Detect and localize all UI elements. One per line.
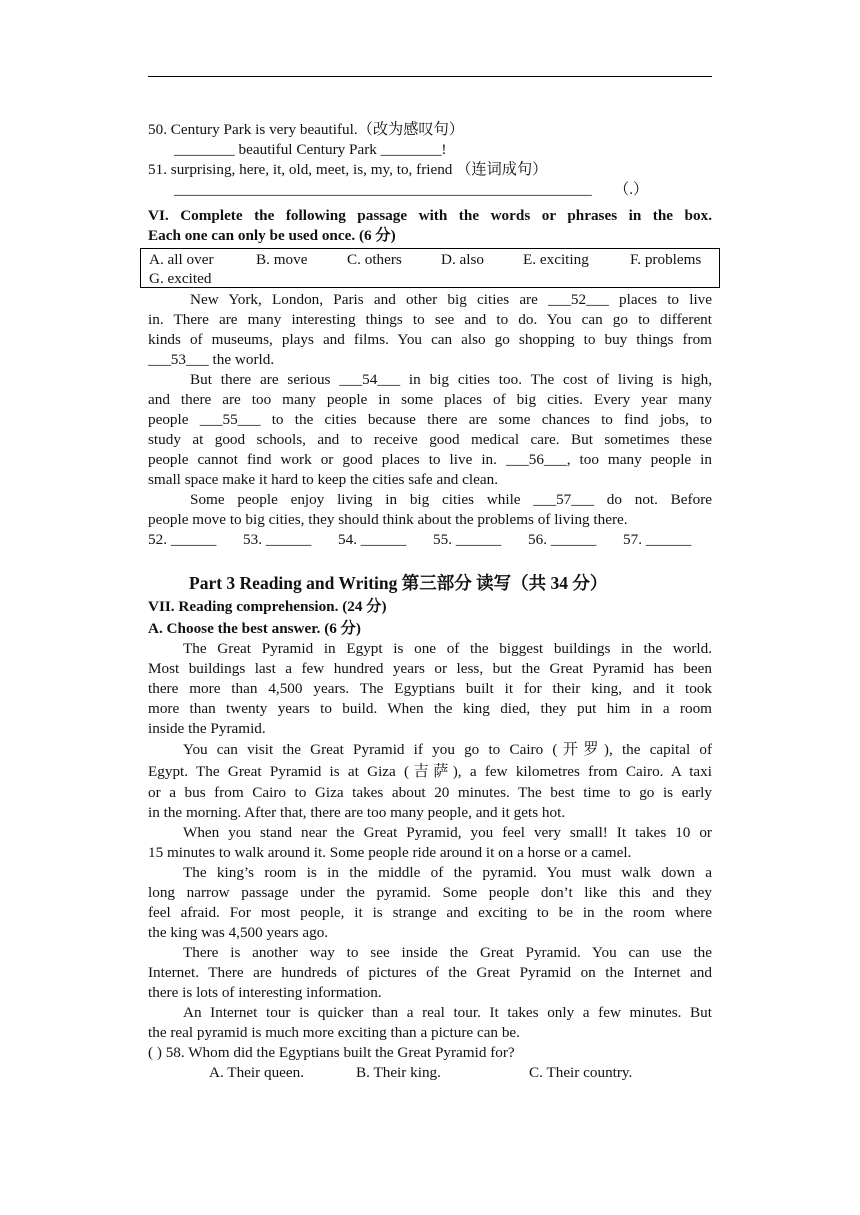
section-7-passage (148, 639, 712, 1043)
q51-answer-line (148, 180, 712, 200)
word-box (140, 248, 720, 288)
answer-blank-57: 57. ______ (623, 531, 692, 548)
passage-line: 15 minutes to walk around it. Some people ride around it on a horse or a camel. (148, 844, 632, 861)
question-50-51 (148, 120, 712, 200)
q51-end-mark: （.） (614, 181, 649, 198)
passage-line: long narrow passage under the pyramid. Some people don’t like this and they (148, 884, 712, 901)
passage-line: The Great Pyramid in Egypt is one of the biggest buildings in the world. (183, 640, 712, 657)
section-6-heading (148, 206, 712, 246)
q58-question: ( ) 58. Whom did the Egyptians built the Great Pyramid for? (148, 1044, 515, 1061)
passage-line: The king’s room is in the middle of the pyramid. You must walk down a (183, 864, 712, 881)
passage-line: Internet. There are hundreds of pictures of the Great Pyramid on the Internet and (148, 964, 712, 981)
section-6-passage (148, 290, 712, 550)
passage-line: kinds of museums, plays and films. You can also go shopping to buy things from (148, 331, 712, 348)
passage-line: the king was 4,500 years ago. (148, 924, 329, 941)
passage-line: in. There are many interesting things to see and to do. You can go to different (148, 311, 712, 328)
word-option: E. exciting (523, 251, 589, 268)
answer-blank-56: 56. ______ (528, 531, 597, 548)
passage-line: the real pyramid is much more exciting than a picture can be. (148, 1024, 520, 1041)
answer-blank-55: 55. ______ (433, 531, 502, 548)
section-7-title: VII. Reading comprehension. (24 分) (148, 598, 387, 615)
q58-option-a: A. Their queen. (209, 1064, 305, 1081)
passage-line: in the morning. After that, there are too many people, and it gets hot. (148, 804, 566, 821)
word-option: A. all over (149, 251, 214, 268)
passage-line: and there are too many people in some places of big cities. Every year many (148, 391, 712, 408)
passage-line: there more than 4,500 years. The Egyptians built it for their king, and it took (148, 680, 712, 697)
passage-line: An Internet tour is quicker than a real tour. It takes only a few minutes. But (183, 1004, 712, 1021)
word-option: B. move (256, 251, 308, 268)
passage-line: You can visit the Great Pyramid if you go to Cairo (开罗), the capital of (183, 741, 712, 758)
part-3-title: Part 3 Reading and Writing 第三部分 读写（共 34 分） (189, 573, 608, 593)
header-rule (148, 76, 712, 77)
passage-line: ___53___ the world. (148, 351, 275, 368)
section-6-heading-line2: Each one can only be used once. (6 分) (148, 227, 396, 244)
q50-answer-line: ________ beautiful Century Park ________! (174, 141, 447, 158)
section-7-heading (148, 596, 712, 640)
passage-line: New York, London, Paris and other big cities are ___52___ places to live (190, 291, 712, 308)
answer-blank-54: 54. ______ (338, 531, 407, 548)
q50-prompt: 50. Century Park is very beautiful.（改为感叹句） (148, 121, 464, 138)
passage-line: small space make it hard to keep the cities safe and clean. (148, 471, 499, 488)
word-option: C. others (347, 251, 402, 268)
passage-line: feel afraid. For most people, it is strange and exciting to be in the room where (148, 904, 712, 921)
passage-line: or a bus from Cairo to Giza takes about 20 minutes. The best time to go is early (148, 784, 712, 801)
passage-line: Most buildings last a few hundred years or less, but the Great Pyramid has been (148, 660, 712, 677)
q58-option-c: C. Their country. (529, 1064, 633, 1081)
passage-line: There is another way to see inside the Great Pyramid. You can use the (183, 944, 712, 961)
word-option: F. problems (630, 251, 702, 268)
q58-options (148, 1063, 712, 1083)
passage-line: Egypt. The Great Pyramid is at Giza (吉萨), a few kilometres from Cairo. A taxi (148, 763, 712, 780)
answer-blank-52: 52. ______ (148, 531, 217, 548)
q58-option-b: B. Their king. (356, 1064, 441, 1081)
passage-line: there is lots of interesting information. (148, 984, 382, 1001)
passage-line: people move to big cities, they should think about the problems of living there. (148, 511, 628, 528)
question-58 (148, 1043, 712, 1083)
answer-blank-53: 53. ______ (243, 531, 312, 548)
passage-line: study at good schools, and to receive good medical care. But sometimes these (148, 431, 712, 448)
passage-line: people cannot find work or good places to live in. ___56___, too many people in (148, 451, 712, 468)
q51-prompt: 51. surprising, here, it, old, meet, is, my, to, friend （连词成句） (148, 161, 548, 178)
passage-line: inside the Pyramid. (148, 720, 266, 737)
answer-blanks (148, 530, 712, 550)
word-option: G. excited (149, 270, 212, 287)
section-6-heading-line1: VI. Complete the following passage with the words or phrases in the box. (148, 207, 712, 224)
passage-line: more than twenty years to build. When the king died, they put him in a room (148, 700, 712, 717)
word-option: D. also (441, 251, 485, 268)
passage-line: When you stand near the Great Pyramid, you feel very small! It takes 10 or (183, 824, 712, 841)
passage-line: But there are serious ___54___ in big cities too. The cost of living is high, (190, 371, 712, 388)
passage-line: people ___55___ to the cities because there are some chances to find jobs, to (148, 411, 712, 428)
section-7a-title: A. Choose the best answer. (6 分) (148, 620, 361, 637)
passage-line: Some people enjoy living in big cities while ___57___ do not. Before (190, 491, 712, 508)
q51-answer-underline: _______________________________________________________ (174, 181, 592, 198)
